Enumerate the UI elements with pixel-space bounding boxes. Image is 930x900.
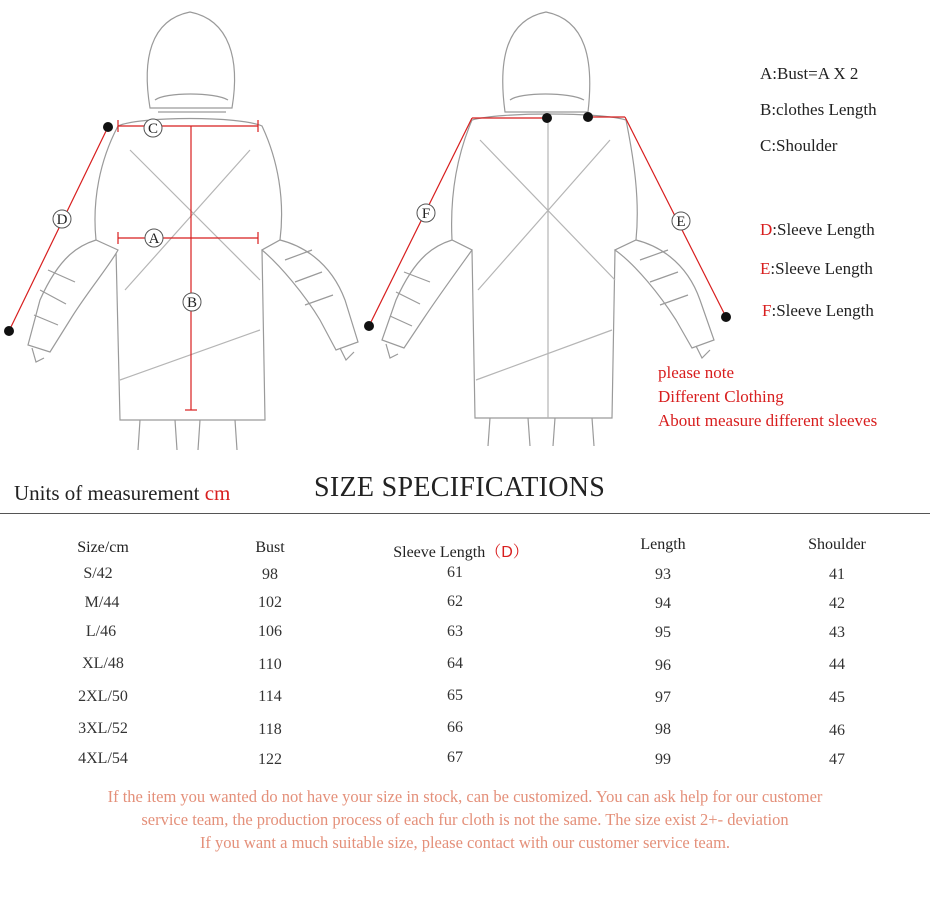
- cell-size: 2XL/50: [78, 688, 128, 705]
- cell-sleeve: 67: [447, 749, 463, 766]
- header-length: Length: [640, 536, 686, 553]
- svg-text:A: A: [148, 231, 160, 247]
- marker-f: [417, 204, 435, 222]
- marker-c: [144, 119, 162, 137]
- header-sleeve-marker: （D）: [485, 544, 529, 561]
- cell-length: 99: [655, 751, 671, 768]
- legend-bust: A:Bust=A X 2: [760, 64, 859, 83]
- legend-sleeve-e-letter: E: [760, 259, 771, 278]
- sleeve-d-start-dot: [103, 122, 113, 132]
- cell-bust: 106: [258, 623, 282, 640]
- cell-length: 95: [655, 624, 671, 641]
- header-shoulder: Shoulder: [808, 536, 866, 553]
- cell-shoulder: 46: [829, 722, 845, 739]
- cell-length: 98: [655, 721, 671, 738]
- cell-length: 96: [655, 657, 671, 674]
- legend-clothes-length: B:clothes Length: [760, 100, 877, 119]
- cell-shoulder: 42: [829, 595, 845, 612]
- legend-sleeve-e-text: :Sleeve Length: [770, 259, 873, 278]
- cell-sleeve: 66: [447, 719, 463, 736]
- cell-sleeve: 61: [447, 564, 463, 581]
- cell-bust: 122: [258, 751, 282, 768]
- note-line-2: Different Clothing: [658, 387, 784, 406]
- sleeve-f-end-dot: [364, 321, 374, 331]
- svg-text:D: D: [56, 212, 68, 228]
- cell-shoulder: 43: [829, 624, 845, 641]
- sleeve-d-end-dot: [4, 326, 14, 336]
- legend-sleeve-f-letter: F: [762, 301, 772, 320]
- cell-shoulder: 44: [829, 656, 845, 673]
- units-value: cm: [204, 481, 231, 505]
- footer-line-1: If the item you wanted do not have your size in stock, can be customized. You can ask help for our customer: [107, 787, 823, 806]
- cell-size: 3XL/52: [78, 720, 128, 737]
- svg-text:F: F: [421, 206, 431, 222]
- header-size: Size/cm: [77, 539, 129, 556]
- cell-size: M/44: [84, 594, 120, 611]
- cell-length: 94: [655, 595, 671, 612]
- svg-text:E: E: [676, 214, 686, 230]
- note-line-1: please note: [658, 363, 734, 382]
- cell-size: L/46: [85, 623, 117, 640]
- svg-text:B: B: [186, 295, 198, 311]
- cell-sleeve: 65: [447, 687, 463, 704]
- marker-e: [672, 212, 690, 230]
- cell-size: XL/48: [82, 655, 124, 672]
- cell-sleeve: 64: [447, 655, 463, 672]
- legend-sleeve-d-text: :Sleeve Length: [772, 220, 875, 239]
- sleeve-f-start-dot: [542, 113, 552, 123]
- cell-size: S/42: [83, 565, 113, 582]
- cell-shoulder: 41: [829, 566, 845, 583]
- cell-bust: 102: [258, 594, 282, 611]
- marker-d: [53, 210, 71, 228]
- size-specifications-title: SIZE SPECIFICATIONS: [314, 472, 606, 503]
- legend-sleeve-f-text: :Sleeve Length: [771, 301, 874, 320]
- marker-b: [183, 293, 201, 311]
- front-coat-sketch: [28, 12, 358, 450]
- footer-line-2: service team, the production process of each fur cloth is not the same. The size exist 2+- deviation: [141, 810, 789, 829]
- cell-sleeve: 62: [447, 593, 463, 610]
- note-line-3: About measure different sleeves: [658, 411, 878, 430]
- cell-shoulder: 45: [829, 689, 845, 706]
- cell-length: 93: [655, 566, 671, 583]
- cell-bust: 110: [258, 656, 282, 673]
- cell-bust: 118: [258, 721, 282, 738]
- header-sleeve-length-label: Sleeve Length: [393, 544, 486, 561]
- marker-a: [145, 229, 163, 247]
- cell-length: 97: [655, 689, 671, 706]
- sleeve-e-end-dot: [721, 312, 731, 322]
- cell-sleeve: 63: [447, 623, 463, 640]
- legend-sleeve-f: [762, 301, 874, 321]
- sleeve-e-start-dot: [583, 112, 593, 122]
- header-bust: Bust: [255, 539, 285, 556]
- header-sleeve-length: [393, 539, 529, 562]
- units-of-measurement: [14, 481, 230, 506]
- cell-bust: 114: [258, 688, 282, 705]
- title-divider: [0, 513, 930, 514]
- legend-sleeve-e: [760, 259, 873, 279]
- legend-sleeve-d: [760, 220, 875, 240]
- legend-sleeve-d-letter: D: [760, 220, 773, 239]
- cell-shoulder: 47: [829, 751, 845, 768]
- units-label: Units of measurement: [14, 481, 205, 505]
- cell-size: 4XL/54: [78, 750, 128, 767]
- svg-text:C: C: [147, 121, 159, 137]
- footer-line-3: If you want a much suitable size, please contact with our customer service team.: [199, 833, 731, 852]
- legend-shoulder: C:Shoulder: [760, 136, 838, 155]
- cell-bust: 98: [262, 566, 278, 583]
